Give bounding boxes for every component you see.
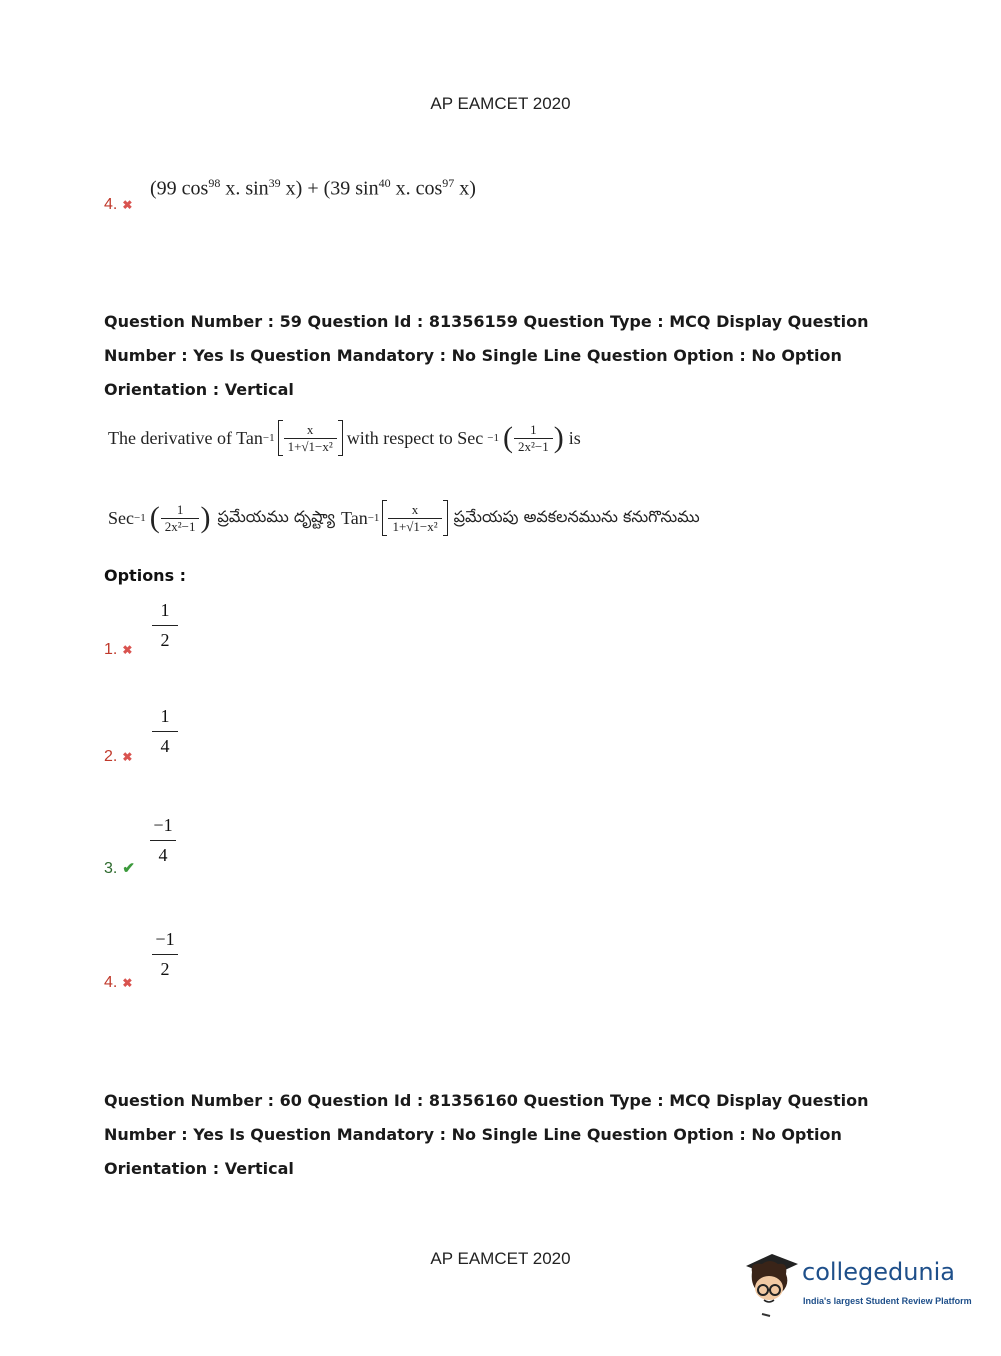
numerator: 1 — [160, 706, 170, 726]
telugu-text: ప్రమేయము దృష్ట్యా — [217, 506, 335, 526]
wrong-mark-icon: ✖ — [122, 198, 133, 212]
question-59-meta: Question Number : 59 Question Id : 81356159 Question Type : MCQ Display Question Number : Yes Is Question Mandatory : No Single Line Question Option : No Option Orientation : Vertical — [104, 312, 869, 399]
denominator: 2x²−1 — [161, 518, 200, 535]
right-paren: ) — [553, 421, 564, 454]
question-text: The derivative of Tan — [108, 427, 263, 448]
right-bracket — [338, 420, 343, 456]
option-3[interactable] — [104, 859, 135, 878]
right-bracket — [443, 500, 448, 536]
right-paren: ) — [200, 501, 211, 534]
option-3-value — [150, 815, 176, 866]
question-text: Sec — [108, 507, 134, 528]
collegedunia-logo[interactable] — [742, 1250, 972, 1320]
wrong-mark-icon: ✖ — [122, 976, 133, 990]
option-number: 3. — [104, 860, 118, 877]
inverse-exponent: −1 — [262, 432, 275, 444]
inverse-exponent: −1 — [487, 432, 499, 444]
option-2-value — [152, 706, 178, 757]
fraction — [514, 422, 553, 455]
expr-exponent: 98 — [208, 176, 221, 190]
option-1[interactable] — [104, 641, 132, 659]
question-60-meta: Question Number : 60 Question Id : 81356160 Question Type : MCQ Display Question Number : Yes Is Question Mandatory : No Single Line Question Option : No Option Orientation : Vertical — [104, 1091, 869, 1178]
page-footer: AP EAMCET 2020 — [430, 1249, 571, 1268]
numerator: 1 — [530, 421, 537, 437]
option-number: 4. — [104, 974, 118, 991]
denominator: 1+√1−x² — [284, 438, 337, 455]
question-59-english — [108, 420, 581, 456]
page-header: AP EAMCET 2020 — [430, 94, 571, 113]
option-2[interactable] — [104, 748, 132, 766]
expr-exponent: 39 — [268, 176, 281, 190]
denominator: 4 — [150, 840, 176, 866]
expr-part: x) + (39 sin — [280, 177, 379, 200]
expr-part: (99 cos — [150, 177, 209, 200]
telugu-text: ప్రమేయపు అవకలనమును కనుగొనుము — [453, 506, 700, 526]
expr-part: x. cos — [390, 177, 443, 200]
numerator: x — [306, 421, 314, 437]
left-paren: ( — [502, 421, 513, 454]
option-number: 2. — [104, 748, 118, 765]
option-1-value — [152, 600, 178, 651]
numerator: −1 — [153, 815, 173, 835]
logo-wordmark: collegedunia — [802, 1258, 956, 1286]
expr-part: x) — [454, 177, 476, 200]
wrong-mark-icon: ✖ — [122, 643, 133, 657]
fraction — [388, 502, 441, 535]
numerator: 1 — [160, 600, 170, 620]
fraction — [161, 502, 200, 535]
question-59-telugu — [108, 500, 706, 536]
prev-option-4 — [104, 196, 132, 214]
denominator: 1+√1−x² — [388, 518, 441, 535]
numerator: x — [411, 501, 419, 517]
fraction — [284, 422, 337, 455]
question-text: is — [568, 427, 581, 448]
inverse-exponent: −1 — [134, 512, 146, 524]
question-text: Tan — [340, 507, 368, 528]
option-number: 1. — [104, 641, 118, 658]
correct-check-icon: ✔ — [122, 860, 135, 877]
denominator: 4 — [152, 731, 178, 757]
numerator: −1 — [155, 929, 175, 949]
logo-tagline: India's largest Student Review Platform — [803, 1296, 972, 1306]
left-paren: ( — [149, 501, 160, 534]
option-4[interactable] — [104, 974, 132, 992]
expr-exponent: 97 — [442, 176, 455, 190]
left-bracket — [278, 420, 283, 456]
expr-part: x. sin — [220, 177, 269, 200]
question-text: with respect to Sec — [346, 427, 484, 448]
denominator: 2x²−1 — [514, 438, 553, 455]
expr-exponent: 40 — [378, 176, 391, 190]
denominator: 2 — [152, 625, 178, 651]
denominator: 2 — [152, 954, 178, 980]
mascot-icon — [742, 1250, 804, 1320]
options-label: Options : — [104, 566, 187, 585]
option-number: 4. — [104, 196, 118, 213]
left-bracket — [382, 500, 387, 536]
numerator: 1 — [176, 501, 184, 517]
option-4-value — [152, 929, 178, 980]
wrong-mark-icon: ✖ — [122, 750, 133, 764]
inverse-exponent: −1 — [367, 512, 380, 524]
prev-option-expression — [150, 176, 476, 201]
